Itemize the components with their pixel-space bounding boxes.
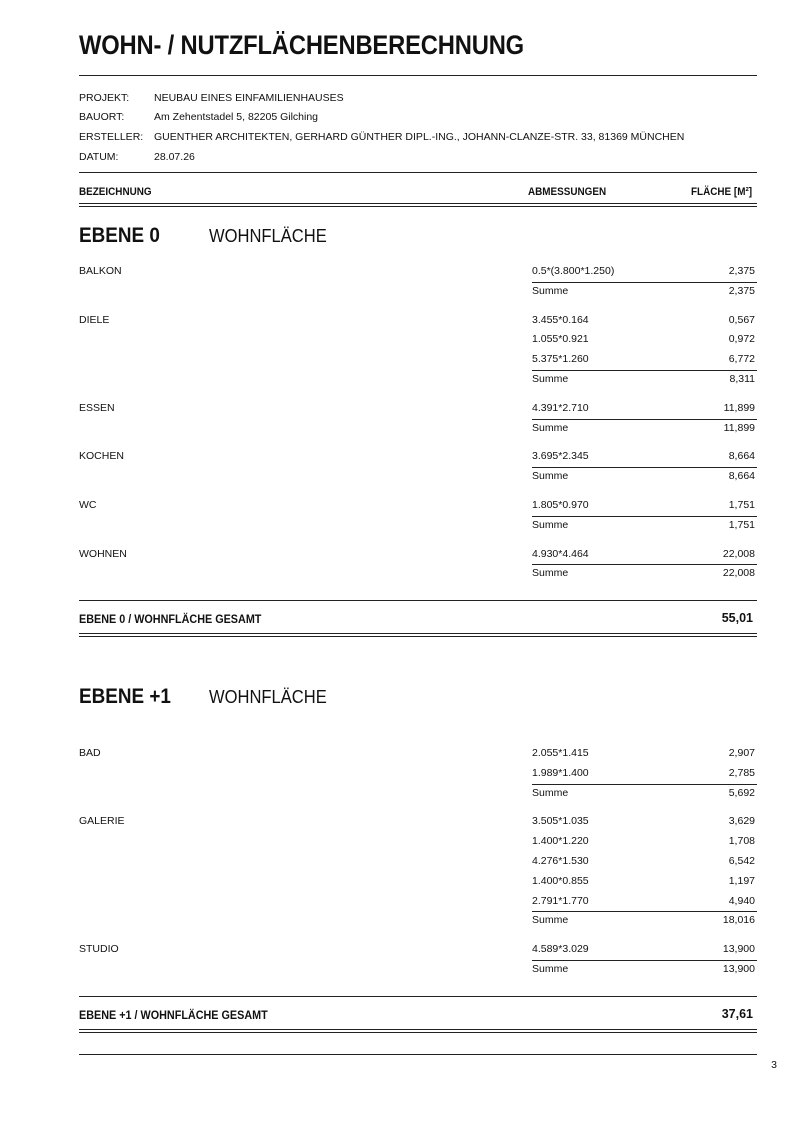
sum-label: Summe bbox=[532, 470, 569, 483]
dimension-value: 1.400*1.220 bbox=[532, 835, 589, 848]
sum-label: Summe bbox=[532, 567, 569, 580]
total-top-rule bbox=[79, 996, 757, 997]
room-name: BAD bbox=[79, 747, 101, 759]
datum-value: 28.07.26 bbox=[154, 151, 195, 163]
total-bottom-rule bbox=[79, 1032, 757, 1033]
dimension-value: 1.400*0.855 bbox=[532, 874, 589, 887]
area-value: 4,940 bbox=[728, 894, 755, 907]
table-row bbox=[79, 852, 757, 871]
room-name: KOCHEN bbox=[79, 450, 124, 463]
sum-rule bbox=[532, 282, 757, 283]
sum-value: 22,008 bbox=[722, 567, 755, 580]
sum-rule bbox=[532, 370, 757, 371]
ersteller-label: ERSTELLER: bbox=[79, 131, 144, 143]
ersteller-value: GUENTHER ARCHITEKTEN, GERHARD GÜNTHER DIPL.-ING., JOHANN-CLANZE-STR. 33, 81369 MÜNCHEN bbox=[154, 131, 685, 143]
footer-rule bbox=[79, 1054, 757, 1055]
meta-ersteller bbox=[79, 131, 684, 143]
page-number: 3 bbox=[771, 1059, 777, 1071]
datum-label: DATUM: bbox=[79, 151, 119, 163]
bauort-value: Am Zehentstadel 5, 82205 Gilching bbox=[154, 111, 319, 123]
total-value: 55,01 bbox=[721, 611, 753, 626]
area-value: 11,899 bbox=[723, 401, 755, 414]
area-value: 6,772 bbox=[728, 353, 755, 366]
total-label: EBENE +1 / WOHNFLÄCHE GESAMT bbox=[79, 1007, 268, 1022]
dimension-value: 1.989*1.400 bbox=[532, 766, 589, 779]
dimension-value: 4.589*3.029 bbox=[532, 943, 589, 956]
table-row bbox=[79, 399, 757, 418]
sum-label: Summe bbox=[532, 284, 569, 297]
table-row bbox=[79, 496, 757, 515]
sum-row bbox=[79, 282, 757, 301]
sum-label: Summe bbox=[532, 963, 569, 975]
dimension-value: 4.276*1.530 bbox=[532, 855, 589, 867]
meta-datum bbox=[79, 151, 195, 163]
table-row bbox=[79, 311, 757, 330]
sum-rule bbox=[532, 516, 757, 517]
sum-row bbox=[79, 467, 757, 486]
table-row bbox=[79, 764, 757, 783]
table-row bbox=[79, 812, 757, 831]
area-value: 0,567 bbox=[728, 313, 755, 326]
total-bottom-rule bbox=[79, 636, 757, 637]
area-value: 3,629 bbox=[728, 815, 755, 828]
table-row bbox=[79, 447, 757, 466]
total-label: EBENE 0 / WOHNFLÄCHE GESAMT bbox=[79, 612, 262, 627]
area-value: 8,664 bbox=[728, 450, 755, 463]
dimension-value: 1.805*0.970 bbox=[532, 499, 589, 511]
sum-label: Summe bbox=[532, 373, 569, 385]
level-category: WOHNFLÄCHE bbox=[209, 226, 327, 246]
dimension-value: 4.930*4.464 bbox=[532, 547, 589, 560]
dimension-value: 3.505*1.035 bbox=[532, 815, 589, 828]
dimension-value: 4.391*2.710 bbox=[532, 401, 589, 414]
sum-rule bbox=[532, 784, 757, 785]
dimension-value: 1.055*0.921 bbox=[532, 333, 589, 346]
sum-row bbox=[79, 960, 757, 979]
meta-rule bbox=[79, 172, 757, 173]
area-value: 22,008 bbox=[722, 547, 755, 560]
room-name: GALERIE bbox=[79, 815, 125, 828]
bauort-label: BAUORT: bbox=[79, 111, 125, 123]
column-header-abmessungen: ABMESSUNGEN bbox=[528, 186, 607, 198]
table-row bbox=[79, 350, 757, 369]
sum-label: Summe bbox=[532, 518, 569, 531]
dimension-value: 5.375*1.260 bbox=[532, 353, 589, 366]
area-value: 2,785 bbox=[728, 766, 755, 779]
total-value: 37,61 bbox=[721, 1006, 753, 1021]
area-value: 0,972 bbox=[728, 333, 755, 346]
room-name: ESSEN bbox=[79, 401, 115, 414]
projekt-value: NEUBAU EINES EINFAMILIENHAUSES bbox=[154, 92, 344, 104]
table-row bbox=[79, 832, 757, 851]
sum-row bbox=[79, 419, 757, 438]
sum-value: 8,664 bbox=[728, 470, 755, 483]
table-row bbox=[79, 940, 757, 959]
sum-rule bbox=[532, 467, 757, 468]
level-category: WOHNFLÄCHE bbox=[209, 687, 327, 707]
meta-projekt bbox=[79, 92, 344, 104]
total-bottom-rule bbox=[79, 1029, 757, 1030]
dimension-value: 3.695*2.345 bbox=[532, 450, 589, 463]
total-top-rule bbox=[79, 600, 757, 601]
area-value: 1,751 bbox=[728, 499, 755, 511]
sum-rule bbox=[532, 911, 757, 912]
area-value: 6,542 bbox=[728, 855, 755, 867]
sum-label: Summe bbox=[532, 786, 569, 799]
sum-value: 18,016 bbox=[722, 914, 755, 927]
level-total bbox=[79, 600, 757, 638]
level-name: EBENE 0 bbox=[79, 224, 160, 247]
sum-label: Summe bbox=[532, 421, 569, 434]
area-value: 13,900 bbox=[722, 943, 755, 956]
sum-value: 2,375 bbox=[728, 284, 755, 297]
column-header-bezeichnung: BEZEICHNUNG bbox=[79, 186, 152, 198]
sum-rule bbox=[532, 564, 757, 565]
sum-row bbox=[79, 784, 757, 803]
total-bottom-rule bbox=[79, 633, 757, 634]
title-rule bbox=[79, 75, 757, 76]
sum-row bbox=[79, 911, 757, 930]
column-header-rule-2 bbox=[79, 206, 757, 207]
sum-row bbox=[79, 564, 757, 583]
sum-value: 8,311 bbox=[729, 373, 755, 385]
sum-value: 1,751 bbox=[728, 518, 755, 531]
room-name: DIELE bbox=[79, 313, 110, 326]
room-name: STUDIO bbox=[79, 943, 119, 956]
sum-rule bbox=[532, 419, 757, 420]
table-row bbox=[79, 872, 757, 891]
area-value: 2,907 bbox=[728, 747, 755, 759]
column-header-flaeche: FLÄCHE [M²] bbox=[691, 186, 753, 198]
room-name: WC bbox=[79, 499, 97, 511]
level-total bbox=[79, 996, 757, 1034]
level-name: EBENE +1 bbox=[79, 685, 171, 708]
area-value: 1,197 bbox=[728, 874, 755, 887]
room-name: WOHNEN bbox=[79, 547, 127, 560]
projekt-label: PROJEKT: bbox=[79, 92, 130, 104]
table-row bbox=[79, 892, 757, 911]
level-heading bbox=[79, 224, 337, 248]
sum-row bbox=[79, 516, 757, 535]
table-row bbox=[79, 545, 757, 564]
table-row bbox=[79, 744, 757, 763]
page-title: WOHN- / NUTZFLÄCHENBERECHNUNG bbox=[79, 30, 524, 60]
meta-bauort bbox=[79, 111, 318, 123]
table-row bbox=[79, 262, 757, 281]
column-header-rule-1 bbox=[79, 203, 757, 204]
dimension-value: 3.455*0.164 bbox=[532, 313, 589, 326]
sum-value: 11,899 bbox=[723, 421, 755, 434]
dimension-value: 2.791*1.770 bbox=[532, 894, 589, 907]
sum-value: 13,900 bbox=[722, 963, 755, 975]
dimension-value: 2.055*1.415 bbox=[532, 747, 589, 759]
area-value: 2,375 bbox=[728, 265, 755, 277]
area-value: 1,708 bbox=[728, 835, 755, 848]
sum-label: Summe bbox=[532, 914, 569, 927]
dimension-value: 0.5*(3.800*1.250) bbox=[532, 265, 615, 277]
table-row bbox=[79, 330, 757, 349]
level-heading bbox=[79, 685, 337, 709]
sum-row bbox=[79, 370, 757, 389]
sum-rule bbox=[532, 960, 757, 961]
room-name: BALKON bbox=[79, 265, 122, 277]
sum-value: 5,692 bbox=[728, 786, 755, 799]
